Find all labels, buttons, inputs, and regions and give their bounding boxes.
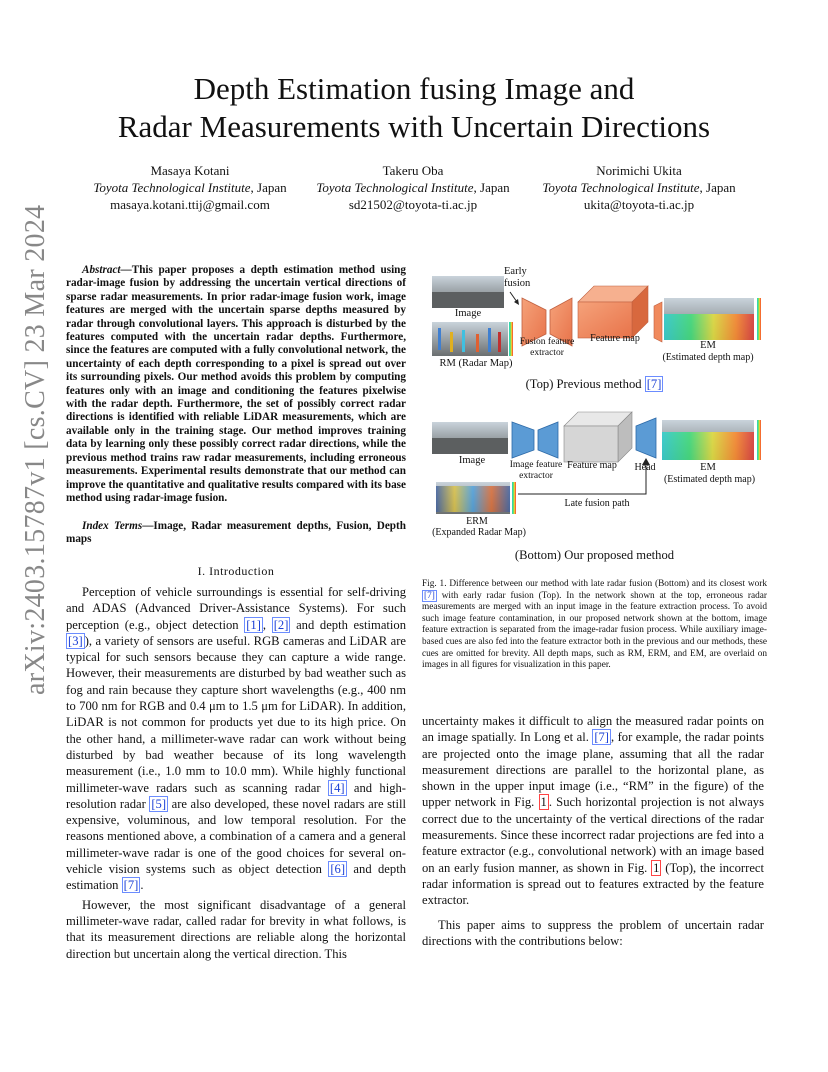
erm-label: ERM [466,516,488,527]
title-line-1: Depth Estimation fusing Image and [193,71,635,106]
citation-link[interactable]: [7] [594,730,609,745]
image-extractor-label: Image feature extractor [509,460,563,481]
intro-body [66,584,406,962]
feature-map-label: Feature map [590,333,640,344]
citation-link[interactable]: [3] [68,633,83,648]
early-fusion-label: Early fusion [504,266,531,289]
citation-link[interactable]: [6] [330,862,346,877]
body-paragraph: This paper aims to suppress the problem of uncertain radar directions with the contributions below: [422,917,764,948]
author-email[interactable]: sd21502@toyota-ti.ac.jp [348,197,478,212]
figure-1 [422,262,767,572]
section-heading: I. Introduction [197,564,275,578]
abstract-label: Abstract [82,264,121,276]
radar-colorbar [509,322,513,356]
image-label: Image [458,455,486,466]
intro-paragraph-1: Perception of vehicle surroundings is essential for self-driving and ADAS (Advanced Driver-Assistance Systems). For such perception (e.g., object detection [1] , [2] and depth estimation [3] ), a variety of sensors are useful. RGB cameras and LiDAR are typical for such sensors because they can capture a wide range. However, their measurements are disturbed by bad weather such as fog and rain because they capture short wavelengths (e.g., 400 nm to 700 nm for RGB and 0.4 μm to 1.5 μm for LiDAR). In addition, LiDAR is not common for products yet due to its high price. On the other hand, a millimeter-wave radar can work without being disturbed by bad weather because of its long wavelength measurement (i.e., 1.0 mm to 10.0 mm). While highly functional millimeter-wave radars such as scanning radar [4] and high-resolution radar [5] are also developed, these novel radars are still expensive, voluminous, and low temporal resolution. For the reasons mentioned above, a combination of a camera and a general millimeter-wave radar is one of the good choices for several on-vehicle vision systems such as object detection [6] and depth estimation [7] . [66,585,407,893]
citation-link[interactable]: [5] [151,796,167,811]
title-line-2: Radar Measurements with Uncertain Directions [117,109,711,144]
index-terms [66,520,406,547]
figure-bottom-caption: (Bottom) Our proposed method [514,548,675,562]
arxiv-stamp: arXiv:2403.15787v1 [cs.CV] 23 Mar 2024 [20,204,51,695]
citation-link[interactable]: [4] [329,780,345,795]
author-block-1 [70,162,310,213]
image-extractor-encoder [512,422,534,458]
author-country: , Japan [250,180,287,195]
citation-link[interactable]: [2] [273,617,289,632]
author-email[interactable]: ukita@toyota-ti.ac.jp [583,197,695,212]
figure-caption: Fig. 1. Difference between our method with late radar fusion (Bottom) and its closest work [7] with early radar fusion (Top). In the network shown at the top, erroneous radar measurements are merged with an input image in the feature extraction process. To avoid such image feature contamination, in our proposed network shown at the bottom, image feature extraction is separated from the image-radar fusion process. While auxiliary image-based cues are also fed into the feature extractor both in the previous and our methods, these cues are omitted for brevity. All depth maps, such as RM, ERM, and EM, are overlaid on images in all figures for visualization in this paper. [422,579,767,671]
author-block-3 [519,162,759,213]
late-fusion-label: Late fusion path [564,498,630,509]
citation-link[interactable]: [7] [424,590,435,601]
paper-title [0,70,828,146]
em-label: EM [700,462,716,473]
em-sub-label: (Estimated depth map) [662,352,754,363]
figure-link[interactable]: 1 [540,795,547,810]
citation-link[interactable]: [7] [646,377,662,391]
em-label: EM [700,340,716,351]
author-affiliation: Toyota Technological Institute [316,180,474,195]
index-terms-label: Index Terms [82,520,143,532]
rm-label: RM (Radar Map) [439,358,513,369]
fusion-extractor-label: Fusion feature extractor [519,337,575,358]
author-affiliation: Toyota Technological Institute [542,180,700,195]
author-block-2 [293,162,533,213]
citation-link[interactable]: [7] [123,878,139,893]
right-column-body [422,713,764,949]
em-sub-label: (Estimated depth map) [663,474,756,485]
radar-map-thumbnail [432,322,508,356]
author-name: Masaya Kotani [150,163,230,178]
estimated-depth-map [664,314,754,340]
figure-link[interactable]: 1 [653,860,660,875]
author-affiliation: Toyota Technological Institute [93,180,251,195]
image-label: Image [454,308,482,319]
feature-map-cube [564,426,618,462]
author-country: , Japan [699,180,736,195]
abstract [66,264,406,505]
intro-paragraph-2: However, the most significant disadvantage of a general millimeter-wave radar, called radar for brevity in what follows, is that its measurement directions are reliable along the horizontal direction but uncertain along the vertical direction. This [66,897,406,961]
figure-top-caption: (Top) Previous method [7] [525,377,662,391]
image-extractor-decoder [538,422,558,458]
body-paragraph: uncertainty makes it difficult to align the measured radar points on an image spatially. In Long et al. [7] , for example, the radar points are projected onto the image plane, assuming that all the radar measurement directions are parallel to the horizontal plane, as shown in the upper input image (i.e., “RM” in the figure) of the upper network in Fig. 1 . Such horizontal projection is not always correct due to the uncertainty of the vertical directions of the radar measurements. Since these incorrect radar projections are fed into a feature extractor (e.g., convolutional network) with an image based on an early fusion manner, as shown in Fig. 1 (Top), the incorrect radar information is spread out to features extracted by the feature extractor. [422,714,765,908]
expanded-radar-map [436,486,510,512]
head-block [636,418,656,458]
index-terms-text: —Image, Radar measurement depths, Fusion, Depth maps [66,520,406,546]
head-label: Head [634,462,656,473]
author-name: Takeru Oba [382,163,444,178]
citation-link[interactable]: [1] [246,617,261,632]
estimated-depth-map [662,432,754,460]
author-country: , Japan [473,180,510,195]
abstract-text: —This paper proposes a depth estimation method using radar-image fusion by addressing the uncertain vertical directions of sparse radar measurements. In prior radar-image fusion work, image features are merged with the uncertain sparse depths measured by radar through convolutional layers. This approach is disturbed by the features computed with the uncertain radar depths. Furthermore, since the features are computed with a fully convolutional network, the uncertainty of each depth corresponding to a pixel is spread out over its surrounding pixels. Our method avoids this problem by computing features only with an image and conditioning the features pixelwise with the radar depth. Furthermore, the set of possibly correct radar directions is identified with reliable LiDAR measurements, which are available only in the training stage. Our method improves training data by learning only these possibly correct radar directions, while the previous method trains raw radar measurements, including erroneous measurements. Experimental results demonstrate that our method can improve the quantitative and qualitative results compared with its base method using radar-image fusion. [66,264,406,504]
erm-sub-label: (Expanded Radar Map) [432,527,526,538]
author-name: Norimichi Ukita [596,163,682,178]
author-email[interactable]: masaya.kotani.ttij@gmail.com [110,197,270,212]
feature-map-label: Feature map [567,460,617,471]
